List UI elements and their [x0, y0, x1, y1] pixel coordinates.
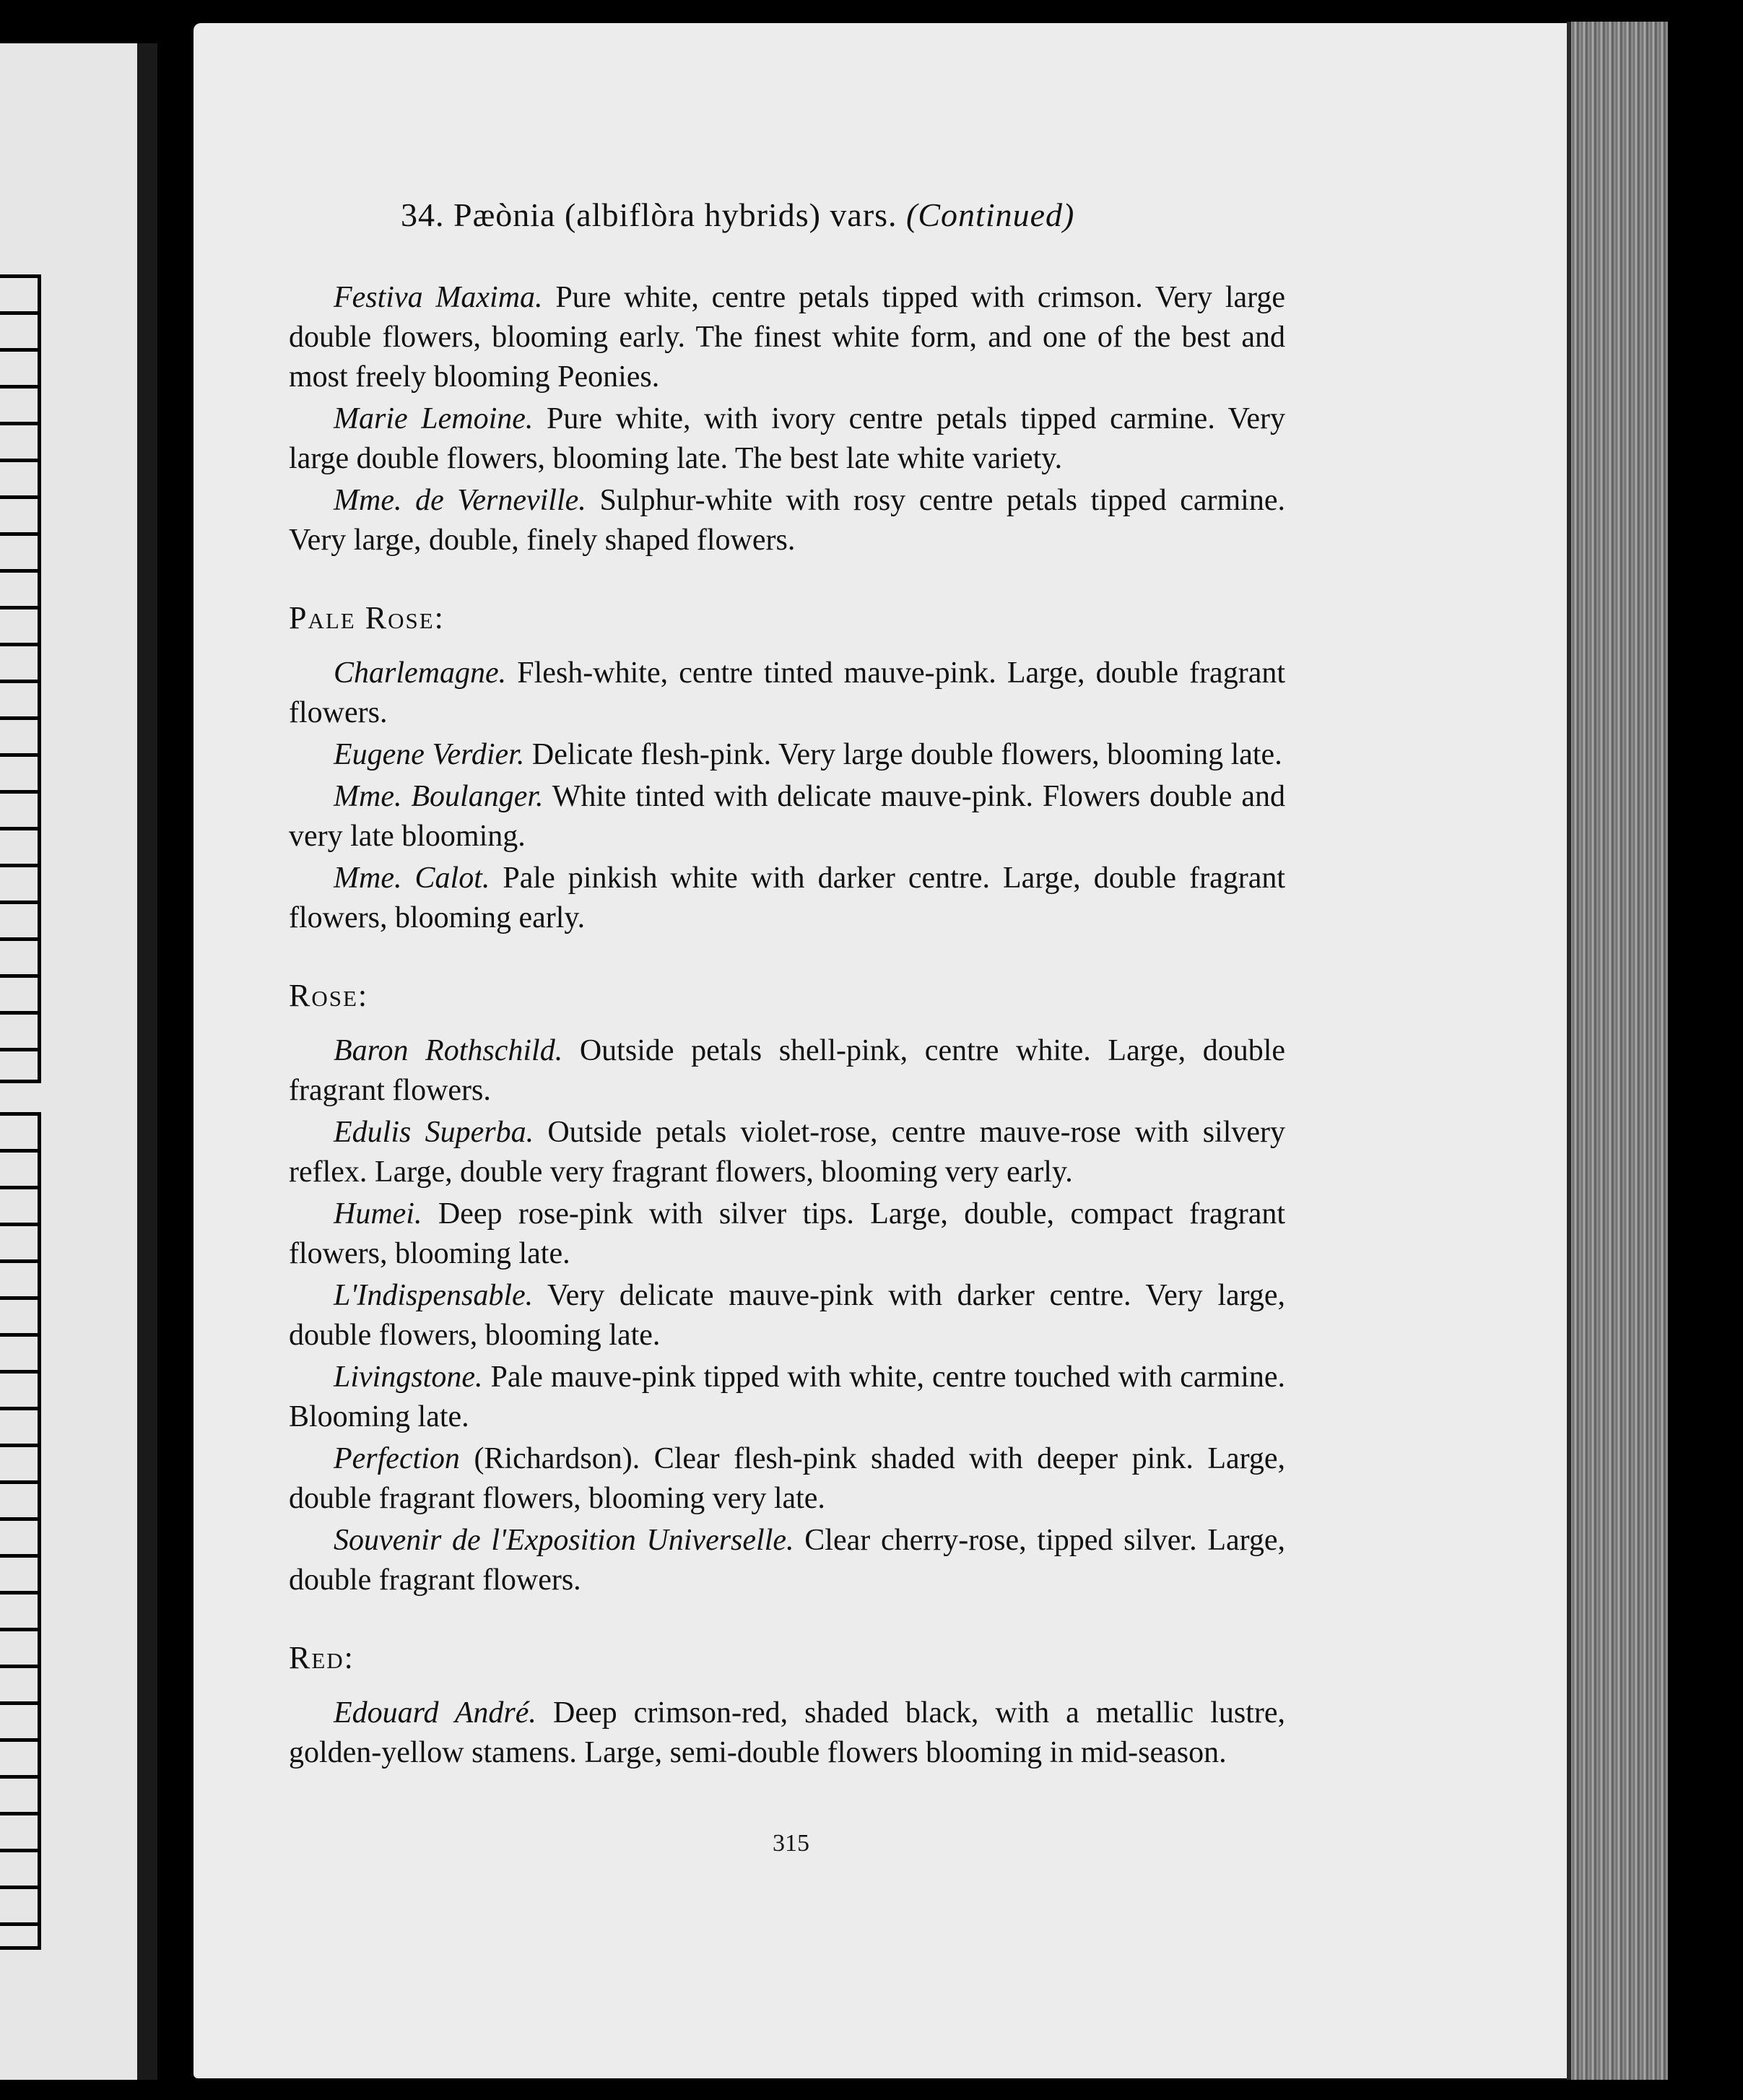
variety-entry — [289, 1194, 1285, 1274]
scan-background — [1668, 22, 1743, 2100]
variety-description: Deep rose-pink with silver tips. Large, double, compact fragrant flowers, blooming late. — [289, 1197, 1285, 1270]
variety-entry — [289, 278, 1285, 397]
variety-description: Pure white, with ivory centre petals tipped carmine. Very large double flowers, blooming late. The best late white variety. — [289, 402, 1285, 475]
section-number: 34. — [401, 196, 445, 233]
variety-description: Flesh-white, centre tinted mauve-pink. Large, double fragrant flowers. — [289, 656, 1285, 729]
variety-description: Sulphur-white with rosy centre petals tipped carmine. Very large, double, finely shaped flowers. — [289, 484, 1285, 557]
variety-description: Clear cherry-rose, tipped silver. Large, double fragrant flowers. — [289, 1524, 1285, 1597]
section-heading: Pale Rose: — [289, 600, 445, 635]
variety-name: Humei. — [334, 1197, 422, 1231]
variety-name: Charlemagne. — [334, 656, 507, 690]
variety-name: Mme. Boulanger. — [334, 780, 544, 813]
section-red — [289, 1638, 1285, 1773]
running-header — [401, 195, 1285, 235]
variety-entry — [289, 481, 1285, 560]
variety-entry — [289, 1276, 1285, 1355]
variety-name: Baron Rothschild. — [334, 1034, 563, 1067]
variety-entry — [289, 654, 1285, 733]
variety-description: Deep crimson-red, shaded black, with a metallic lustre, golden-yellow stamens. Large, semi-double flowers blooming in mid-season. — [289, 1696, 1286, 1769]
variety-entry — [289, 1521, 1285, 1600]
variety-name: Festiva Maxima. — [334, 281, 543, 314]
page-text — [289, 195, 1285, 1775]
variety-entry — [289, 1439, 1285, 1519]
variety-description: White tinted with delicate mauve-pink. Flowers double and very late blooming. — [289, 780, 1285, 853]
section-heading: Rose: — [289, 978, 369, 1013]
section-rose — [289, 976, 1285, 1600]
intro-entries — [289, 278, 1285, 560]
variety-name: Eugene Verdier. — [334, 738, 525, 771]
variety-name: Mme. Calot. — [334, 862, 490, 895]
page-edges — [1567, 22, 1672, 2080]
variety-entry — [289, 735, 1285, 775]
variety-description: Pale pinkish white with darker centre. Large, double fragrant flowers, blooming early. — [289, 862, 1286, 934]
facing-page-table-top — [0, 274, 41, 1083]
variety-name: Perfection — [334, 1442, 460, 1475]
section-pale-rose — [289, 598, 1285, 938]
variety-entry — [289, 399, 1285, 479]
variety-name: L'Indispensable. — [334, 1279, 534, 1312]
variety-description: Delicate flesh-pink. Very large double flowers, blooming late. — [531, 738, 1282, 771]
variety-entry — [289, 1031, 1285, 1111]
variety-name: Edulis Superba. — [334, 1116, 534, 1149]
variety-description: Pure white, centre petals tipped with crimson. Very large double flowers, blooming early. The finest white form, and one of the best and most freely blooming Peonies. — [289, 281, 1286, 394]
variety-description: Outside petals violet-rose, centre mauve-rose with silvery reflex. Large, double very fragrant flowers, blooming very early. — [289, 1116, 1286, 1189]
variety-entry — [289, 1113, 1285, 1192]
variety-entry — [289, 859, 1285, 938]
variety-name: Souvenir de l'Exposition Universelle. — [334, 1524, 794, 1557]
variety-description: Pale mauve-pink tipped with white, centre touched with carmine. Blooming late. — [289, 1361, 1286, 1433]
header-continued: (Continued) — [906, 196, 1075, 233]
header-title: Pæònia (albiflòra hybrids) vars. — [453, 196, 897, 233]
variety-description: (Richardson). Clear flesh-pink shaded with deeper pink. Large, double fragrant flowers, blooming very late. — [289, 1442, 1285, 1515]
variety-name: Edouard André. — [334, 1696, 536, 1730]
section-heading: Red: — [289, 1640, 355, 1675]
variety-description: Very delicate mauve-pink with darker centre. Very large, double flowers, blooming late. — [289, 1279, 1285, 1352]
variety-name: Marie Lemoine. — [334, 402, 534, 435]
variety-entry — [289, 777, 1285, 856]
variety-name: Mme. de Verneville. — [334, 484, 586, 517]
variety-description: Outside petals shell-pink, centre white. Large, double fragrant flowers. — [289, 1034, 1286, 1107]
page-number: 315 — [773, 1830, 809, 1857]
variety-name: Livingstone. — [334, 1361, 483, 1394]
facing-page — [0, 43, 157, 2080]
facing-page-table-bottom — [0, 1112, 41, 1950]
variety-entry — [289, 1358, 1285, 1437]
variety-entry — [289, 1693, 1285, 1773]
